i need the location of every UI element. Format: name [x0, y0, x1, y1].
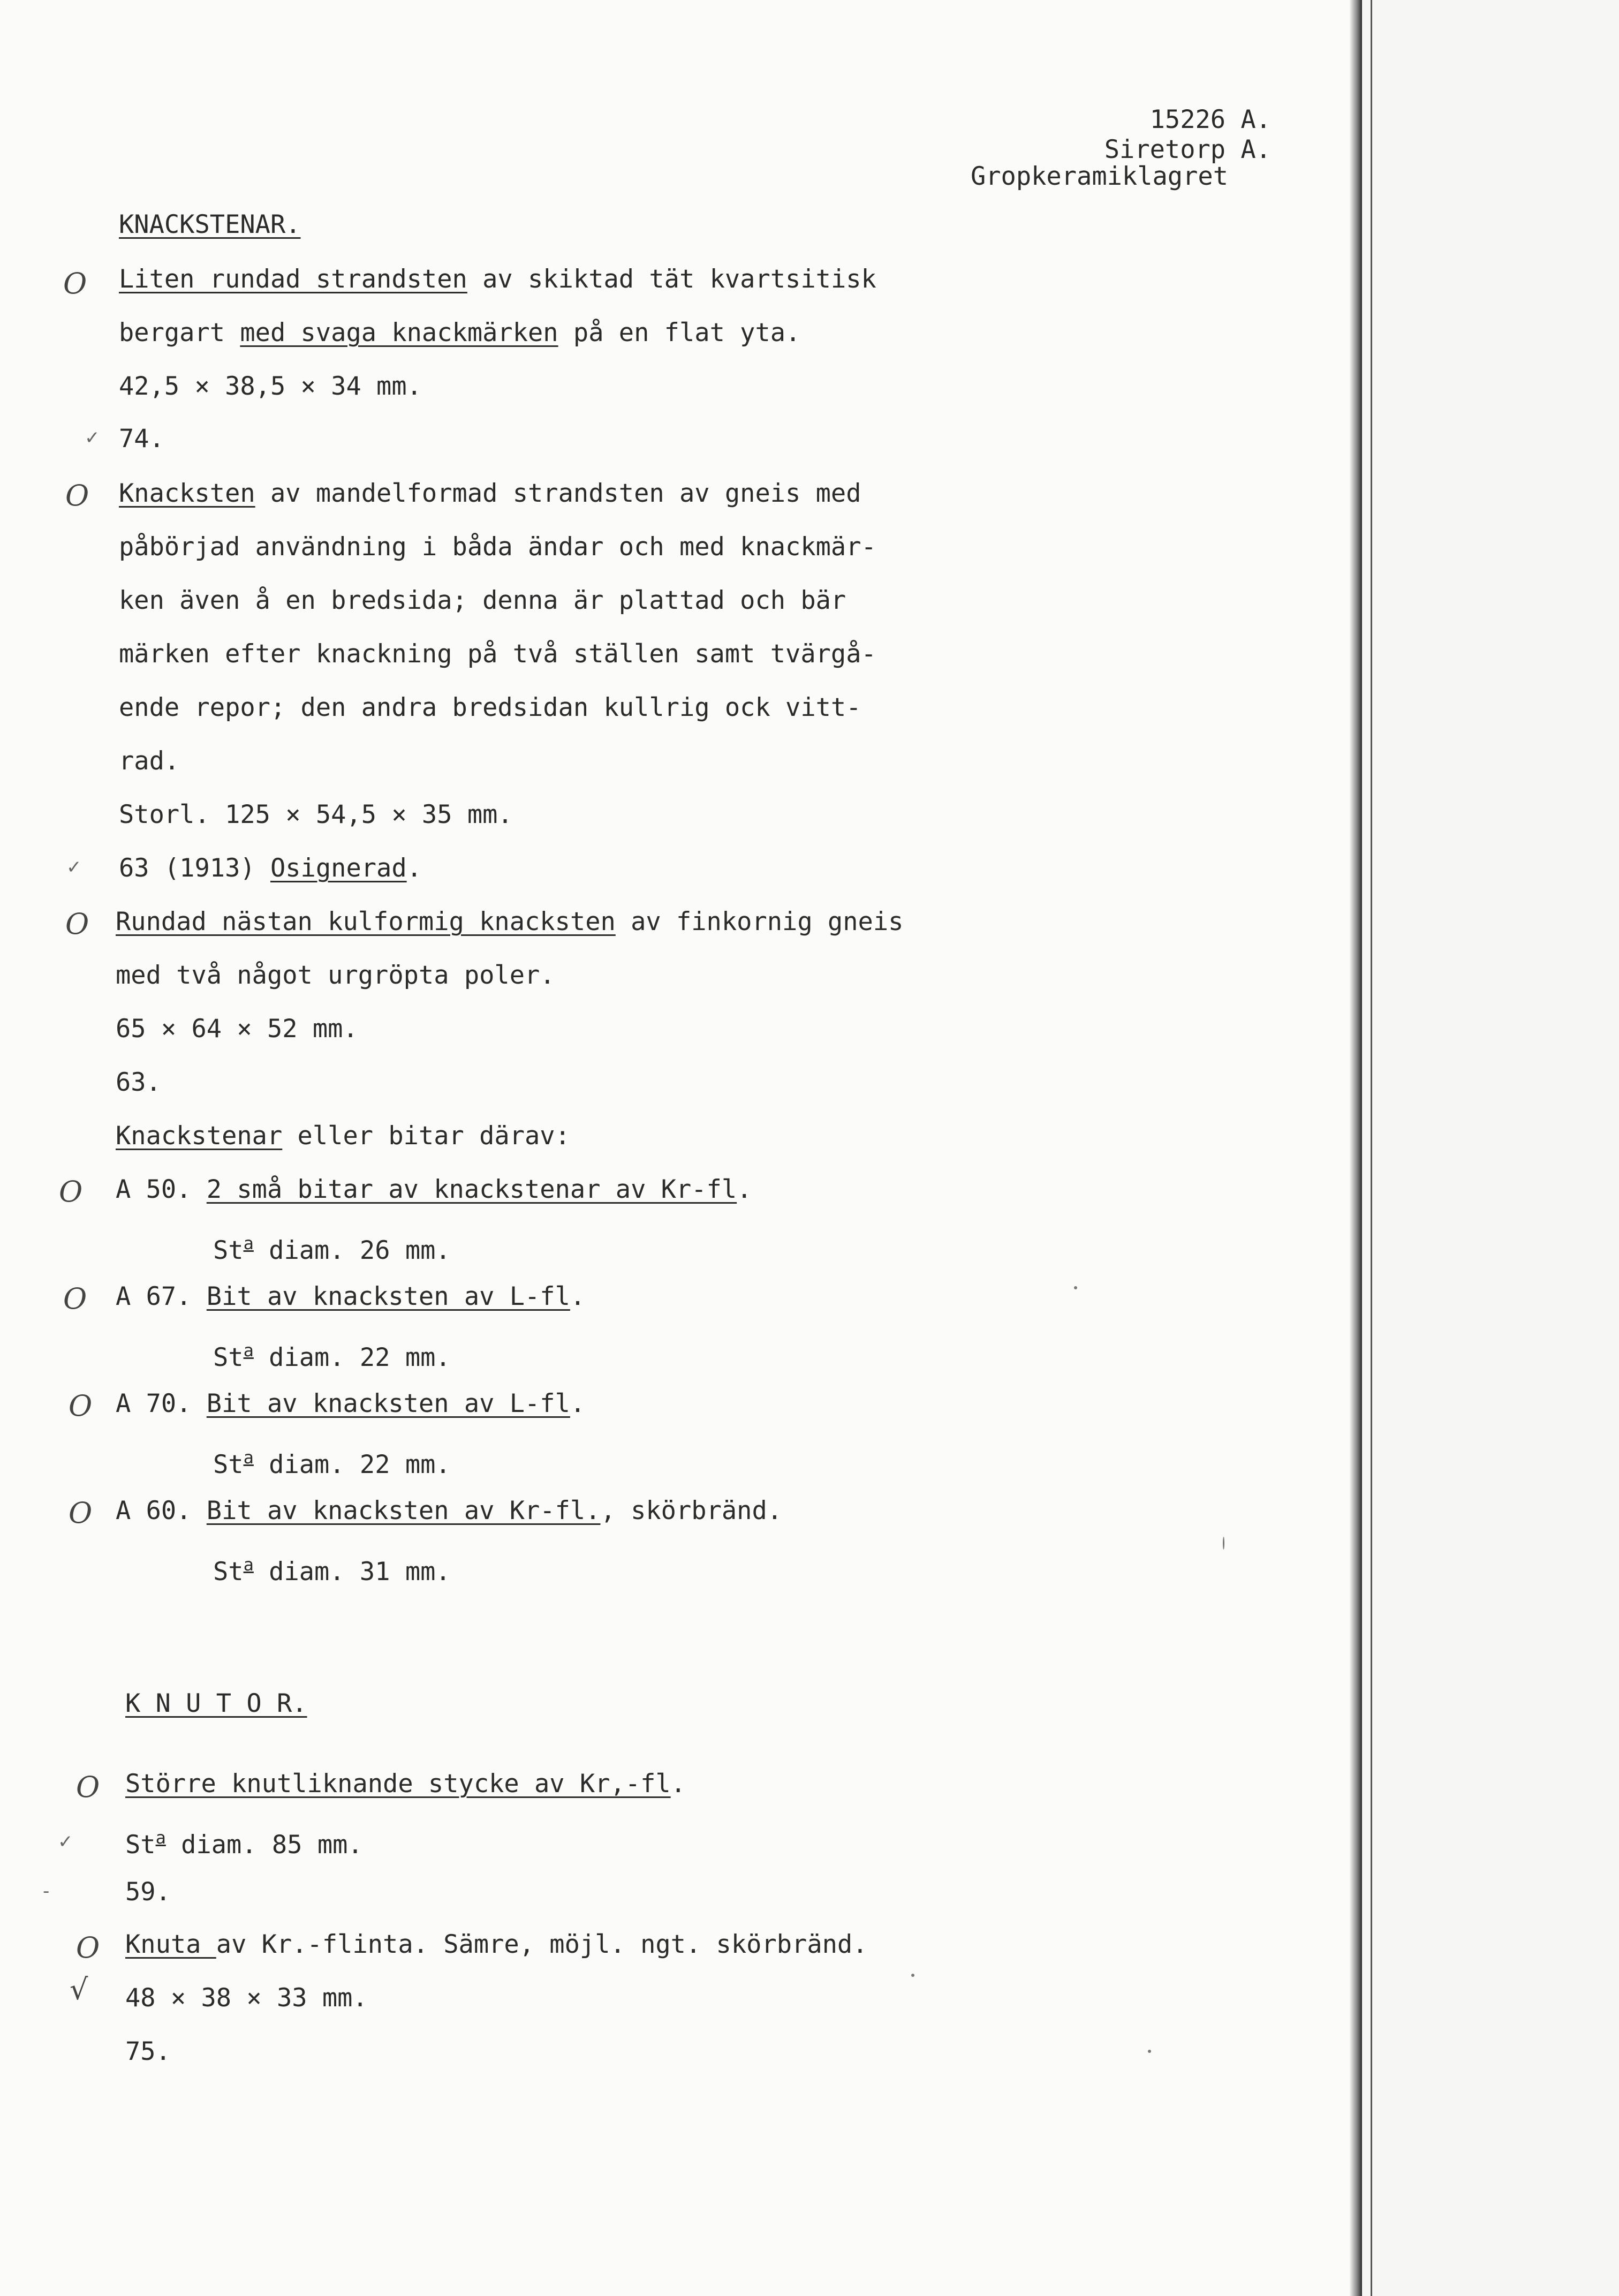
- entry-dimensions: Storl. 125 × 54,5 × 35 mm.: [119, 800, 513, 829]
- section-heading-knutor: K N U T O R.: [125, 1689, 307, 1718]
- entry-line: [125, 1769, 686, 1799]
- underlined-phrase: Större knutliknande stycke av Kr,-fl: [125, 1769, 671, 1799]
- entry-line: med två något urgröpta poler.: [116, 961, 555, 990]
- superscript: a: [243, 1340, 254, 1361]
- entry-dimensions: 48 × 38 × 33 mm.: [125, 1983, 368, 2013]
- entry-number: 63.: [116, 1068, 161, 1097]
- text-run: diam. 22 mm.: [253, 1450, 451, 1479]
- text-run: .: [406, 854, 422, 883]
- margin-circle-mark: O: [63, 267, 87, 300]
- text-run: diam. 31 mm.: [253, 1557, 451, 1587]
- text-run: 63 (1913): [119, 854, 270, 883]
- underlined-phrase: Rundad nästan kulformig knacksten: [116, 907, 616, 936]
- text-run: .: [570, 1282, 586, 1311]
- entry-line: [125, 1930, 868, 1960]
- margin-circle-mark: O: [59, 1175, 83, 1209]
- item-diameter: [213, 1228, 451, 1266]
- item-line: [116, 1282, 585, 1312]
- margin-tick-mark: ✓: [66, 857, 82, 878]
- text-run: diam. 26 mm.: [253, 1236, 451, 1265]
- section-heading-knackstenar: KNACKSTENAR.: [119, 210, 301, 239]
- underlined-phrase: med svaga knackmärken: [240, 318, 558, 348]
- text-run: diam. 22 mm.: [253, 1343, 451, 1372]
- superscript: a: [243, 1233, 254, 1253]
- entry-line: [116, 907, 903, 937]
- text-run: St: [213, 1236, 244, 1265]
- text-run: .: [570, 1389, 586, 1418]
- entry-line: [119, 479, 861, 509]
- binding-strip: [1362, 0, 1619, 2296]
- text-run: St: [213, 1450, 244, 1479]
- paper-speck: [911, 1974, 914, 1977]
- underlined-phrase: Knuta: [125, 1930, 216, 1959]
- underlined-phrase: 2 små bitar av knackstenar av Kr-fl: [206, 1175, 737, 1204]
- entry-line: ken även å en bredsida; denna är plattad och bär: [119, 586, 846, 615]
- text-run: av Kr.-flinta. Sämre, möjl. ngt. skörbränd.: [216, 1930, 868, 1959]
- text-run: bergart: [119, 318, 240, 348]
- margin-circle-mark: O: [69, 1389, 93, 1423]
- text-run: St: [213, 1557, 244, 1587]
- superscript: a: [243, 1447, 254, 1468]
- text-run: , skörbränd.: [600, 1496, 783, 1525]
- text-run: St: [213, 1343, 244, 1372]
- item-number: A 67.: [116, 1282, 207, 1311]
- margin-tick-mark: ✓: [58, 1831, 73, 1853]
- text-run: av mandelformad strandsten av gneis med: [255, 479, 861, 508]
- text-run: av skiktad tät kvartsitisk: [467, 265, 876, 294]
- catalog-number: 15226 A.: [1149, 105, 1271, 134]
- entry-line: [119, 854, 422, 883]
- text-run: diam. 85 mm.: [165, 1830, 363, 1860]
- text-run: av finkornig gneis: [615, 907, 904, 936]
- underlined-phrase: Knacksten: [119, 479, 255, 508]
- text-run: .: [670, 1769, 686, 1799]
- text-run: St: [125, 1830, 156, 1860]
- binding-edge-line: [1371, 0, 1372, 2296]
- item-diameter: [125, 1823, 363, 1860]
- entry-dimensions: 65 × 64 × 52 mm.: [116, 1014, 358, 1044]
- margin-tick-mark: ✓: [85, 427, 100, 449]
- margin-check-mark: √: [70, 1973, 88, 2006]
- margin-circle-mark: O: [65, 479, 89, 512]
- margin-dash-mark: -: [43, 1880, 50, 1902]
- underlined-phrase: Bit av knacksten av L-fl: [206, 1389, 570, 1418]
- entry-dimensions: 42,5 × 38,5 × 34 mm.: [119, 372, 422, 401]
- superscript: a: [243, 1554, 254, 1575]
- item-line: [116, 1389, 585, 1419]
- item-number: A 50.: [116, 1175, 207, 1204]
- binding-shadow: [1349, 0, 1362, 2296]
- item-number: A 60.: [116, 1496, 207, 1525]
- margin-circle-mark: O: [76, 1931, 100, 1965]
- text-run: på en flat yta.: [558, 318, 801, 348]
- item-diameter: [213, 1550, 451, 1587]
- item-diameter: [213, 1335, 451, 1373]
- margin-circle-mark: O: [76, 1770, 100, 1804]
- superscript: a: [155, 1827, 166, 1848]
- entry-line: påbörjad användning i båda ändar och med knackmär-: [119, 532, 876, 562]
- text-run: .: [737, 1175, 752, 1204]
- underlined-phrase: Bit av knacksten av L-fl: [206, 1282, 570, 1311]
- paper-speck: [1074, 1286, 1077, 1289]
- entry-line: ende repor; den andra bredsidan kullrig ock vitt-: [119, 693, 861, 722]
- underlined-phrase: Bit av knacksten av Kr-fl.: [206, 1496, 601, 1525]
- paper-speck: [1223, 1537, 1224, 1550]
- site-name: Siretorp A.: [1104, 135, 1271, 164]
- underlined-phrase: Knackstenar: [116, 1121, 283, 1151]
- margin-circle-mark: O: [69, 1496, 93, 1530]
- underlined-phrase: Osignerad: [270, 854, 407, 883]
- entry-line: [119, 318, 800, 348]
- sub-heading: [116, 1121, 570, 1151]
- item-number: A 70.: [116, 1389, 207, 1418]
- entry-number: 74.: [119, 424, 164, 454]
- underlined-phrase: Liten rundad strandsten: [119, 265, 467, 294]
- text-run: eller bitar därav:: [282, 1121, 570, 1151]
- item-line: [116, 1496, 782, 1526]
- entry-line: märken efter knackning på två ställen samt tvärgå-: [119, 639, 876, 669]
- entry-number: 75.: [125, 2037, 171, 2066]
- margin-circle-mark: O: [65, 907, 89, 941]
- entry-line: rad.: [119, 746, 180, 776]
- item-diameter: [213, 1442, 451, 1480]
- entry-number: 59.: [125, 1877, 171, 1907]
- item-line: [116, 1175, 752, 1205]
- margin-circle-mark: O: [63, 1282, 87, 1316]
- layer-name: Gropkeramiklagret: [970, 162, 1228, 191]
- entry-line: [119, 265, 876, 294]
- paper-speck: [1148, 2050, 1151, 2053]
